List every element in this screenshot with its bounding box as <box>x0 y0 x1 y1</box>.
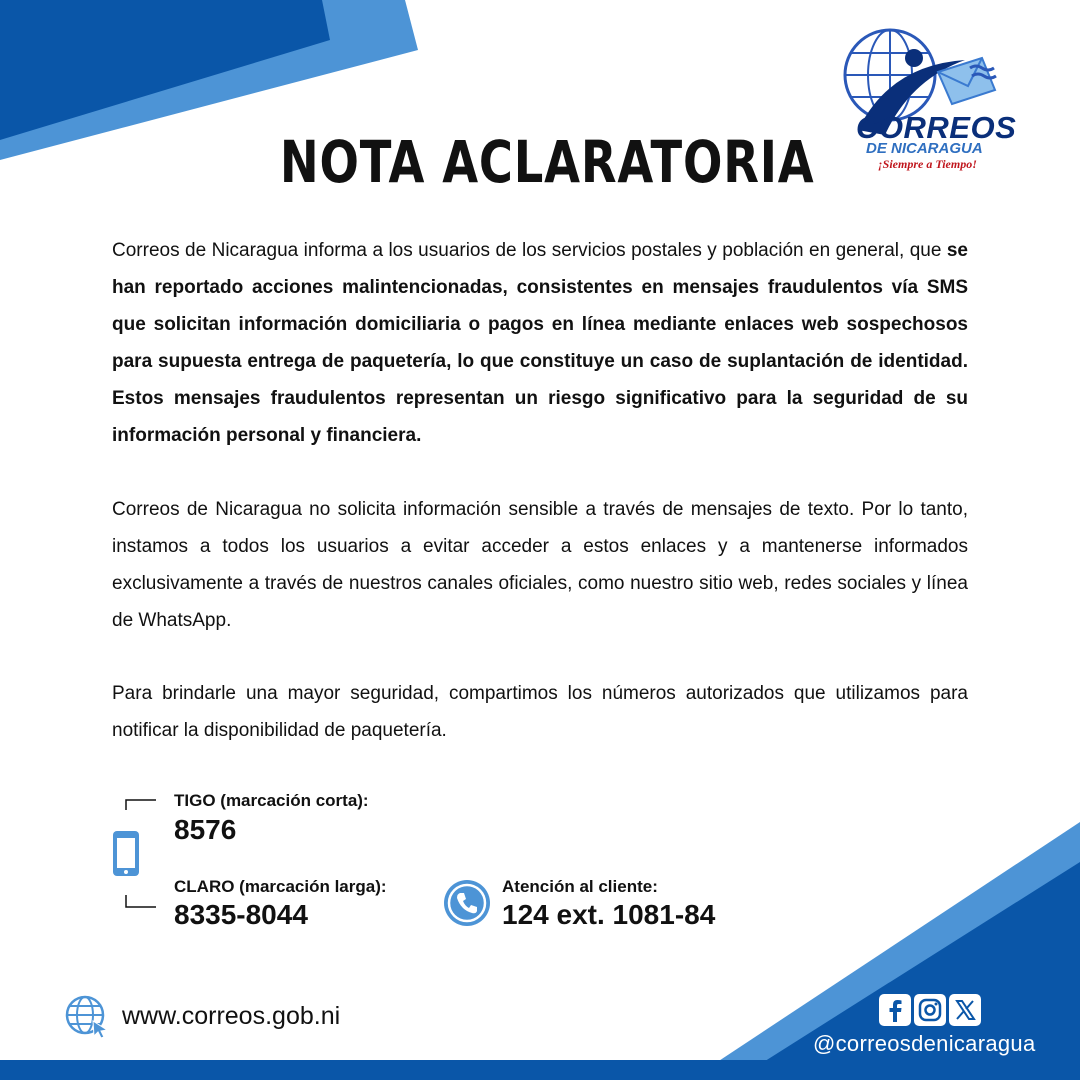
paragraph-warning <box>112 232 968 454</box>
x-icon[interactable] <box>949 994 981 1026</box>
mobile-phone-icon <box>110 790 170 915</box>
logo-wordmark: CORREOS <box>856 110 1017 145</box>
tigo-number: 8576 <box>174 814 237 845</box>
logo-slogan: ¡Siempre a Tiempo! <box>878 157 977 171</box>
social-handle[interactable]: @correosdenicaragua <box>813 1031 1036 1056</box>
service-label: Atención al cliente: <box>502 877 658 896</box>
globe-icon <box>64 994 110 1040</box>
page-title-container <box>0 128 1080 196</box>
paragraph-advice: Correos de Nicaragua no solicita información sensible a través de mensajes de texto. Por lo tanto, instamos a todos los usuarios a evitar acceder a estos enlaces y a mantenerse informados exclusivamente a través de nuestros canales oficiales, como nuestro sitio web, redes sociales y línea de WhatsApp. <box>112 499 968 631</box>
paragraph-warning-emphasis: se han reportado acciones malintencionadas, consistentes en mensajes fraudulentos vía SMS que solicitan información domiciliaria o pagos en línea mediante enlaces web sospechosos para supuesta entrega de paquetería, lo que constituye un caso de suplantación de identidad. Estos mensajes fraudulentos representan un riesgo significativo para la seguridad de su información personal y financiera. <box>112 240 968 446</box>
website-link[interactable]: www.correos.gob.ni <box>122 1002 341 1030</box>
instagram-icon[interactable] <box>914 994 946 1026</box>
tigo-label: TIGO (marcación corta): <box>174 791 369 810</box>
facebook-icon[interactable] <box>879 994 911 1026</box>
phone-call-icon <box>442 878 492 928</box>
claro-number: 8335-8044 <box>174 899 308 930</box>
page-title: NOTA ACLARATORIA <box>280 128 815 196</box>
service-number: 124 ext. 1081-84 <box>502 899 716 930</box>
paragraph-numbers-intro: Para brindarle una mayor seguridad, compartimos los números autorizados que utilizamos para notificar la disponibilidad de paquetería. <box>112 683 968 741</box>
paragraph-warning-intro: Correos de Nicaragua informa a los usuarios de los servicios postales y población en general, que <box>112 240 947 261</box>
logo-subtitle: DE NICARAGUA <box>866 140 983 157</box>
claro-label: CLARO (marcación larga): <box>174 877 387 896</box>
